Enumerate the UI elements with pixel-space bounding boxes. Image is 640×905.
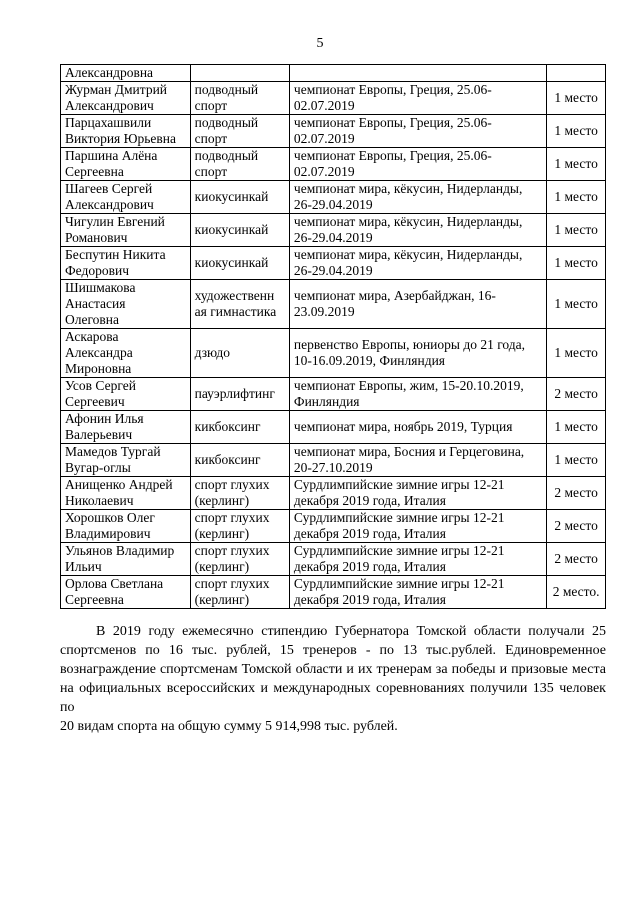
- table-row: [61, 510, 606, 543]
- athlete-name-line: Анастасия: [65, 296, 126, 311]
- place-cell: [547, 280, 606, 329]
- event-line: Сурдлимпийские зимние игры 12-21: [293, 576, 505, 591]
- sport-cell: [190, 65, 289, 82]
- place-cell: [547, 65, 606, 82]
- place-cell: [547, 181, 606, 214]
- sport-line: спорт глухих: [194, 543, 270, 558]
- place-text: 2 место: [554, 551, 598, 566]
- athlete-name-line: Олеговна: [65, 312, 120, 327]
- athlete-name-line: Федорович: [65, 263, 129, 278]
- event-line: декабря 2019 года, Италия: [293, 559, 446, 574]
- sport-cell: [190, 576, 289, 609]
- event-cell: [289, 411, 546, 444]
- place-text: 1 место: [554, 90, 598, 105]
- table-row: [61, 543, 606, 576]
- athlete-name-cell: [61, 115, 191, 148]
- athlete-name-line: Александрович: [65, 197, 154, 212]
- athlete-name-line: Сергеевич: [65, 394, 125, 409]
- table-row: [61, 65, 606, 82]
- event-line: первенство Европы, юниоры до 21 года,: [293, 337, 526, 352]
- sport-cell: [190, 82, 289, 115]
- athlete-name-line: Ульянов Владимир: [65, 543, 175, 558]
- sport-line: спорт: [194, 98, 228, 113]
- table-row: [61, 181, 606, 214]
- event-line: 23.09.2019: [293, 304, 355, 319]
- event-line: чемпионат Европы, Греция, 25.06-: [293, 82, 492, 97]
- place-cell: [547, 329, 606, 378]
- place-cell: [547, 82, 606, 115]
- table-row: [61, 280, 606, 329]
- sport-cell: [190, 543, 289, 576]
- place-cell: [547, 477, 606, 510]
- table-row: [61, 82, 606, 115]
- athlete-name-cell: [61, 214, 191, 247]
- event-cell: [289, 65, 546, 82]
- event-line: Сурдлимпийские зимние игры 12-21: [293, 510, 505, 525]
- place-text: 1 место: [554, 255, 598, 270]
- event-cell: [289, 329, 546, 378]
- table-row: [61, 214, 606, 247]
- place-cell: [547, 214, 606, 247]
- sport-line: спорт: [194, 131, 228, 146]
- sport-line: киокусинкай: [194, 255, 269, 270]
- sport-cell: [190, 115, 289, 148]
- sport-cell: [190, 510, 289, 543]
- place-text: 1 место: [554, 156, 598, 171]
- event-cell: [289, 576, 546, 609]
- place-text: 2 место: [554, 386, 598, 401]
- event-cell: [289, 214, 546, 247]
- event-line: чемпионат Европы, Греция, 25.06-: [293, 115, 492, 130]
- athlete-name-line: Афонин Илья: [65, 411, 144, 426]
- paragraph-line: 20 видам спорта на общую сумму 5 914,998 тыс. рублей.: [60, 719, 398, 734]
- sport-cell: [190, 181, 289, 214]
- table-row: [61, 477, 606, 510]
- sport-line: подводный: [194, 82, 259, 97]
- place-text: 1 место: [554, 123, 598, 138]
- athlete-name-line: Чигулин Евгений: [65, 214, 165, 229]
- sport-line: киокусинкай: [194, 189, 269, 204]
- athlete-name-line: Хорошков Олег: [65, 510, 155, 525]
- athlete-name-cell: [61, 444, 191, 477]
- sport-line: (керлинг): [194, 526, 250, 541]
- place-text: 1 место: [554, 296, 598, 311]
- sport-line: спорт глухих: [194, 510, 270, 525]
- event-line: Сурдлимпийские зимние игры 12-21: [293, 477, 505, 492]
- event-line: 02.07.2019: [293, 98, 355, 113]
- event-line: чемпионат мира, Азербайджан, 16-: [293, 288, 496, 303]
- event-line: чемпионат мира, Босния и Герцеговина,: [293, 444, 525, 459]
- sport-line: кикбоксинг: [194, 419, 261, 434]
- table-row: [61, 329, 606, 378]
- event-cell: [289, 444, 546, 477]
- place-cell: [547, 115, 606, 148]
- sport-line: кикбоксинг: [194, 452, 261, 467]
- sport-line: подводный: [194, 115, 259, 130]
- athlete-name-cell: [61, 181, 191, 214]
- table-row: [61, 115, 606, 148]
- sport-cell: [190, 247, 289, 280]
- sport-cell: [190, 148, 289, 181]
- paragraph-line: вознаграждение спортсменам Томской области и их тренерам за победы и призовые места: [60, 662, 606, 677]
- event-line: 26-29.04.2019: [293, 263, 373, 278]
- athlete-name-line: Николаевич: [65, 493, 134, 508]
- place-cell: [547, 543, 606, 576]
- event-cell: [289, 247, 546, 280]
- athlete-name-line: Мамедов Тургай: [65, 444, 161, 459]
- athlete-name-cell: [61, 576, 191, 609]
- event-line: чемпионат Европы, жим, 15-20.10.2019,: [293, 378, 524, 393]
- event-cell: [289, 477, 546, 510]
- sport-cell: [190, 411, 289, 444]
- place-text: 1 место: [554, 419, 598, 434]
- table-row: [61, 148, 606, 181]
- athlete-name-line: Сергеевна: [65, 164, 124, 179]
- event-line: 02.07.2019: [293, 164, 355, 179]
- event-cell: [289, 181, 546, 214]
- athlete-name-cell: [61, 378, 191, 411]
- event-line: чемпионат мира, кёкусин, Нидерланды,: [293, 214, 523, 229]
- athlete-name-cell: [61, 477, 191, 510]
- place-cell: [547, 378, 606, 411]
- event-line: декабря 2019 года, Италия: [293, 526, 446, 541]
- table-row: [61, 411, 606, 444]
- athlete-name-line: Журман Дмитрий: [65, 82, 168, 97]
- place-text: 1 место: [554, 189, 598, 204]
- athlete-name-cell: [61, 411, 191, 444]
- sport-line: художественн: [194, 288, 275, 303]
- event-cell: [289, 82, 546, 115]
- event-line: Сурдлимпийские зимние игры 12-21: [293, 543, 505, 558]
- athlete-name-line: Владимирович: [65, 526, 151, 541]
- athlete-name-line: Анищенко Андрей: [65, 477, 173, 492]
- place-text: 1 место: [554, 452, 598, 467]
- sport-line: киокусинкай: [194, 222, 269, 237]
- paragraph-line-text: В 2019 году ежемесячно стипендию Губернатора Томской области получали 25: [96, 624, 606, 639]
- sport-line: (керлинг): [194, 493, 250, 508]
- place-text: 2 место.: [552, 584, 600, 599]
- athlete-name-line: Вугар-оглы: [65, 460, 131, 475]
- place-text: 1 место: [554, 345, 598, 360]
- athlete-name-line: Паршина Алёна: [65, 148, 158, 163]
- sport-line: пауэрлифтинг: [194, 386, 275, 401]
- awards-table: [60, 64, 606, 609]
- athlete-name-line: Шишмакова: [65, 280, 136, 295]
- sport-cell: [190, 329, 289, 378]
- place-cell: [547, 247, 606, 280]
- event-line: 26-29.04.2019: [293, 230, 373, 245]
- place-cell: [547, 576, 606, 609]
- athlete-name-line: Мироновна: [65, 361, 132, 376]
- athlete-name-line: Парцахашвили: [65, 115, 152, 130]
- athlete-name-line: Аскарова: [65, 329, 119, 344]
- sport-cell: [190, 280, 289, 329]
- place-text: 1 место: [554, 222, 598, 237]
- athlete-name-cell: [61, 65, 191, 82]
- sport-line: дзюдо: [194, 345, 231, 360]
- athlete-name-line: Усов Сергей: [65, 378, 136, 393]
- sport-line: подводный: [194, 148, 259, 163]
- page-number: 5: [316, 36, 324, 51]
- sport-cell: [190, 378, 289, 411]
- event-line: чемпионат мира, кёкусин, Нидерланды,: [293, 181, 523, 196]
- athlete-name-line: Александра: [65, 345, 133, 360]
- event-line: декабря 2019 года, Италия: [293, 592, 446, 607]
- sport-cell: [190, 477, 289, 510]
- athlete-name-line: Сергеевна: [65, 592, 124, 607]
- event-line: Финляндия: [293, 394, 360, 409]
- awards-table-body: [61, 65, 606, 609]
- event-line: декабря 2019 года, Италия: [293, 493, 446, 508]
- place-cell: [547, 444, 606, 477]
- athlete-name-line: Александровна: [65, 65, 154, 80]
- event-line: 26-29.04.2019: [293, 197, 373, 212]
- sport-line: (керлинг): [194, 592, 250, 607]
- athlete-name-cell: [61, 510, 191, 543]
- event-line: чемпионат мира, ноябрь 2019, Турция: [293, 419, 513, 434]
- sport-line: спорт: [194, 164, 228, 179]
- athlete-name-line: Беспутин Никита: [65, 247, 166, 262]
- event-cell: [289, 148, 546, 181]
- athlete-name-cell: [61, 247, 191, 280]
- event-cell: [289, 378, 546, 411]
- athlete-name-cell: [61, 329, 191, 378]
- athlete-name-line: Романович: [65, 230, 128, 245]
- event-line: 20-27.10.2019: [293, 460, 373, 475]
- athlete-name-line: Виктория Юрьевна: [65, 131, 177, 146]
- athlete-name-cell: [61, 543, 191, 576]
- event-line: чемпионат мира, кёкусин, Нидерланды,: [293, 247, 523, 262]
- sport-line: спорт глухих: [194, 576, 270, 591]
- athlete-name-cell: [61, 280, 191, 329]
- event-cell: [289, 115, 546, 148]
- sport-line: ая гимнастика: [194, 304, 277, 319]
- paragraph-line: на официальных всероссийских и международных соревнованиях получили 135 человек по: [60, 681, 606, 715]
- athlete-name-cell: [61, 148, 191, 181]
- event-line: чемпионат Европы, Греция, 25.06-: [293, 148, 492, 163]
- paragraph-line: [60, 622, 606, 641]
- place-cell: [547, 510, 606, 543]
- sport-cell: [190, 444, 289, 477]
- place-cell: [547, 411, 606, 444]
- event-cell: [289, 280, 546, 329]
- athlete-name-line: Ильич: [65, 559, 102, 574]
- table-row: [61, 576, 606, 609]
- event-line: 10-16.09.2019, Финляндия: [293, 353, 446, 368]
- place-cell: [547, 148, 606, 181]
- event-cell: [289, 543, 546, 576]
- event-line: 02.07.2019: [293, 131, 355, 146]
- paragraph-line: спортсменов по 16 тыс. рублей, 15 тренеров - по 13 тыс.рублей. Единовременное: [60, 643, 606, 658]
- table-row: [61, 444, 606, 477]
- sport-cell: [190, 214, 289, 247]
- table-row: [61, 247, 606, 280]
- athlete-name-line: Шагеев Сергей: [65, 181, 153, 196]
- athlete-name-line: Орлова Светлана: [65, 576, 164, 591]
- table-row: [61, 378, 606, 411]
- sport-line: спорт глухих: [194, 477, 270, 492]
- event-cell: [289, 510, 546, 543]
- athlete-name-cell: [61, 82, 191, 115]
- place-text: 2 место: [554, 518, 598, 533]
- place-text: 2 место: [554, 485, 598, 500]
- athlete-name-line: Валерьевич: [65, 427, 133, 442]
- sport-line: (керлинг): [194, 559, 250, 574]
- athlete-name-line: Александрович: [65, 98, 154, 113]
- summary-paragraph: [60, 622, 606, 736]
